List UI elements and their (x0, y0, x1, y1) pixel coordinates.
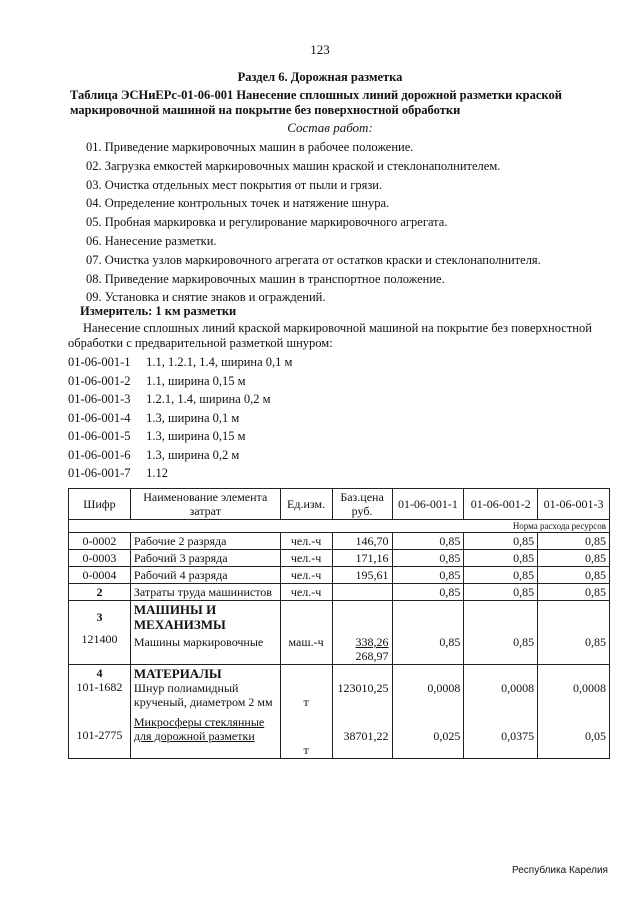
material-unit: т (303, 743, 309, 757)
group-code (69, 665, 131, 759)
code-id: 01-06-001-1 (68, 355, 131, 369)
materials-group-code: 4 (96, 666, 103, 680)
works-item: 05. Пробная маркировка и регулирование маркировочного агрегата. (86, 215, 448, 230)
cell-name: Рабочий 3 разряда (130, 550, 280, 567)
code-item (68, 390, 292, 409)
code-text: 1.3, ширина 0,2 м (146, 447, 240, 462)
cell-v1: 0,85 (392, 567, 464, 584)
header-col-3: 01-06-001-3 (538, 489, 610, 520)
machine-name: Машины маркировочные (133, 635, 264, 649)
code-id: 01-06-001-5 (68, 429, 131, 443)
materials-group-title: МАТЕРИАЛЫ (133, 666, 222, 681)
works-item: 01. Приведение маркировочных машин в рабочее положение. (86, 140, 414, 154)
page-number: 123 (310, 42, 330, 57)
group-name (130, 601, 280, 665)
code-item (68, 427, 292, 446)
material-v3: 0,05 (585, 729, 606, 743)
machine-unit: маш.-ч (288, 635, 324, 649)
code-item (68, 372, 292, 391)
material-name: Шнур полиамидный крученый, диаметром 2 мм (133, 681, 273, 709)
materials-group-row (69, 665, 610, 759)
table-row (69, 584, 610, 601)
works-heading: Состав работ: (287, 120, 373, 135)
cell-code: 0-0002 (69, 533, 131, 550)
cell-v2: 0,85 (464, 584, 538, 601)
material-v2: 0,0008 (501, 681, 535, 695)
cell-v3: 0,85 (538, 584, 610, 601)
material-price: 123010,25 (337, 681, 389, 695)
works-item: 03. Очистка отдельных мест покрытия от пыли и грязи. (86, 177, 383, 192)
table-title-line-1: Таблица ЭСНиЕРс-01-06-001 Нанесение сплошных линий дорожной разметки краской (70, 88, 562, 102)
cell-unit: чел.-ч (280, 550, 332, 567)
cell-v3: 0,85 (538, 567, 610, 584)
header-price: Баз.цена руб. (332, 489, 392, 520)
cell-v1: 0,85 (392, 533, 464, 550)
cell-v2: 0,85 (464, 550, 538, 567)
code-text: 1.12 (146, 466, 168, 480)
machine-price-top: 338,26 (355, 635, 389, 649)
resource-table (68, 488, 610, 759)
works-item: 04. Определение контрольных точек и натяжение шнура. (86, 196, 390, 211)
cell-v2 (464, 601, 538, 665)
code-text: 1.3, ширина 0,15 м (146, 429, 246, 443)
cell-v3: 0,85 (538, 550, 610, 567)
table-row (69, 550, 610, 567)
machine-v1: 0,85 (439, 635, 461, 649)
machines-group-row (69, 601, 610, 665)
works-item: 06. Нанесение разметки. (86, 233, 217, 248)
group-name (130, 665, 280, 759)
code-item (68, 409, 292, 428)
machines-group-code: 3 (96, 610, 103, 624)
header-col-1: 01-06-001-1 (392, 489, 464, 520)
description (68, 321, 618, 351)
norm-row (69, 520, 610, 533)
table-title-line-2: маркировочной машиной на покрытие без поверхностной обработки (70, 103, 461, 117)
code-item (68, 446, 292, 465)
material-v3: 0,0008 (573, 681, 606, 695)
material-unit: т (303, 695, 309, 709)
description-line-1: Нанесение сплошных линий краской маркировочной машиной на покрытие без поверхностной (83, 321, 592, 335)
cell-name: Рабочий 4 разряда (130, 567, 280, 584)
header-col-2: 01-06-001-2 (464, 489, 538, 520)
machine-price-bottom: 268,97 (355, 649, 389, 663)
meter-label: Измеритель: 1 км разметки (80, 304, 237, 318)
cell-v2: 0,85 (464, 567, 538, 584)
table-row (69, 567, 610, 584)
code-id: 01-06-001-7 (68, 466, 131, 480)
machine-v3: 0,85 (585, 635, 606, 649)
cell-name: Рабочие 2 разряда (130, 533, 280, 550)
codes-list (68, 353, 292, 483)
cell-unit: чел.-ч (280, 533, 332, 550)
cell-v1: 0,85 (392, 550, 464, 567)
cell-price: 146,70 (332, 533, 392, 550)
material-code: 101-2775 (76, 728, 123, 742)
works-item: 07. Очистка узлов маркировочного агрегата от остатков краски и стеклонаполнителя. (86, 252, 541, 267)
cell-code: 0-0003 (69, 550, 131, 567)
works-item: 02. Загрузка емкостей маркировочных машин краской и стеклонаполнителем. (86, 158, 501, 173)
code-id: 01-06-001-6 (68, 447, 131, 462)
section-title: Раздел 6. Дорожная разметка (237, 70, 403, 84)
footer-region: Республика Карелия (512, 865, 608, 876)
code-item (68, 353, 292, 372)
material-v1: 0,025 (433, 729, 461, 743)
table-title (70, 88, 600, 118)
cell-code: 2 (69, 584, 131, 601)
code-item (68, 464, 292, 483)
material-name: Микросферы стеклянные для дорожной разметки (133, 715, 265, 743)
cell-unit (280, 665, 332, 759)
material-v2: 0,0375 (501, 729, 535, 743)
group-code (69, 601, 131, 665)
cell-unit (280, 601, 332, 665)
code-text: 1.1, ширина 0,15 м (146, 373, 246, 388)
code-text: 1.3, ширина 0,1 м (146, 410, 240, 425)
machine-code: 121400 (81, 632, 118, 646)
cell-price (332, 665, 392, 759)
works-item: 09. Установка и снятие знаков и ограждений. (86, 290, 326, 305)
cell-price: 171,16 (332, 550, 392, 567)
header-unit: Ед.изм. (280, 489, 332, 520)
machines-group-title: МАШИНЫ И МЕХАНИЗМЫ (133, 602, 226, 632)
table-header-row (69, 489, 610, 520)
description-line-2: обработки с предварительной разметкой шнуром: (68, 336, 333, 350)
cell-v2: 0,85 (464, 533, 538, 550)
cell-price (332, 601, 392, 665)
cell-v3 (538, 665, 610, 759)
cell-v1: 0,85 (392, 584, 464, 601)
table-row (69, 533, 610, 550)
material-price: 38701,22 (343, 729, 389, 743)
works-list (86, 138, 541, 307)
cell-v3: 0,85 (538, 533, 610, 550)
cell-v1 (392, 601, 464, 665)
cell-price (332, 584, 392, 601)
works-item: 08. Приведение маркировочных машин в транспортное положение. (86, 271, 445, 286)
code-id: 01-06-001-4 (68, 410, 131, 425)
cell-v1 (392, 665, 464, 759)
header-name: Наименование элемента затрат (130, 489, 280, 520)
cell-code: 0-0004 (69, 567, 131, 584)
cell-name: Затраты труда машинистов (130, 584, 280, 601)
cell-unit: чел.-ч (280, 567, 332, 584)
cell-v3 (538, 601, 610, 665)
code-id: 01-06-001-2 (68, 373, 131, 388)
cell-v2 (464, 665, 538, 759)
cell-unit: чел.-ч (280, 584, 332, 601)
code-text: 1.1, 1.2.1, 1.4, ширина 0,1 м (146, 355, 293, 369)
code-text: 1.2.1, 1.4, ширина 0,2 м (146, 392, 271, 406)
code-id: 01-06-001-3 (68, 392, 131, 406)
material-v1: 0,0008 (427, 681, 461, 695)
machine-v2: 0,85 (513, 635, 535, 649)
header-code: Шифр (69, 489, 131, 520)
material-code: 101-1682 (76, 680, 123, 694)
norm-label: Норма расхода ресурсов (69, 520, 610, 533)
cell-price: 195,61 (332, 567, 392, 584)
